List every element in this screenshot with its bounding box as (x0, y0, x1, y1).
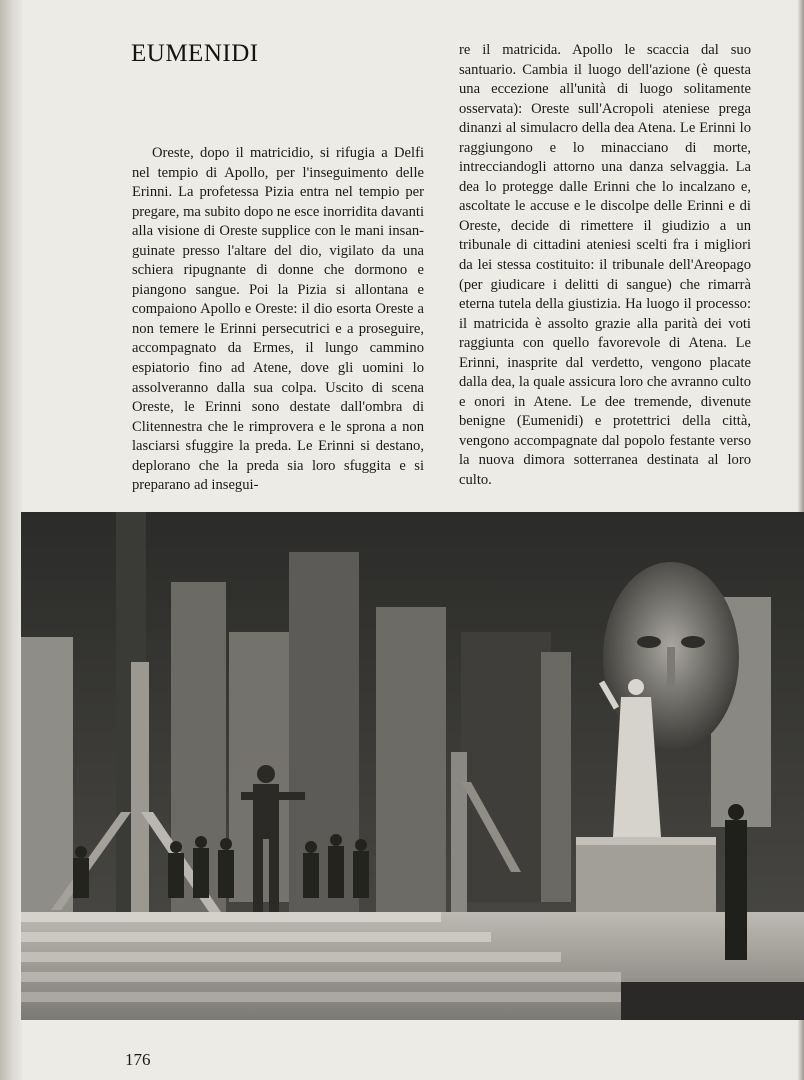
backdrop-panel (21, 637, 73, 917)
page-binding-edge (0, 0, 22, 1080)
actor-right-figure (725, 804, 747, 960)
synopsis-column-left: Oreste, dopo il matricidio, si rifugia a Delfi nel tempio di Apollo, per l'inseguimento delle Erinni. La profetessa Pizia entra nel tempio per pregare, ma subito dopo ne esce inorridita davanti alla visione di Oreste supplice con le mani insanguinate presso l'altare del dio, vigilato da una schiera ripugnante di donne che dormono e piangono sangue. Poi la Pizia si allontana e compaiono Apollo e Oreste: il dio esorta Oreste a non temere le Erinni persecutrici e a proseguire, accompagnato da Ermes, il lungo cammino espiatorio fino ad Atene, dove gli uomini lo assolveranno dalla sua colpa. Uscito di scena Oreste, le Erinni sono destate dall'ombra di Clitennestra che le rimprovera e le sprona a non lasciarsi sfuggire la preda. Le Erinni si destano, deplorano che la preda sia loro sfuggita e si preparano ad insegui- (132, 145, 424, 494)
stage-column (541, 652, 571, 902)
stage-photograph (21, 512, 804, 1020)
stage-column (451, 752, 467, 922)
backdrop-panel (376, 607, 446, 912)
stage-scene-illustration (21, 512, 804, 1020)
backdrop-panel (289, 552, 359, 912)
synopsis-column-right: re il matricida. Apollo le scaccia dal suo santuario. Cambia il luogo dell'azione (è questa una eccezione all'unità di luogo solitamente osservata): Oreste sull'Acropoli ateniese prega dinanzi al simulacro della dea Atena. Le Erinni lo raggiungono e lo minacciano di morte, intrecciandogli attorno una danza selvaggia. La dea lo protegge dalle Erinni che lo incalzano e, ascoltate le accuse e le discolpe delle Erinni e di Oreste, decide di rimettere il giudizio a un tribunale di cittadini ateniesi scelti fra i migliori da lei stessa costituito: il tribunale dell'Areopago (per giudicare i delitti di sangue) che rimarrà eterna tutela della giustizia. Ha luogo il processo: il matricida è assolto grazie alla parità dei voti raggiunta con quello favorevole di Atena. Le Erinni, inasprite dal verdetto, vengono placate dalla dea, la quale assicura loro che avranno culto e onori in Atene. Le dee tremende, divenute benigne (Eumenidi) e protettrici della città, vengono accompagnate dal popolo festante verso la nuova dimora sotterranea destinata al loro culto. (459, 42, 751, 489)
stage-column (131, 662, 149, 912)
article-title: EUMENIDI (131, 40, 259, 67)
page-number: 176 (125, 1050, 151, 1069)
